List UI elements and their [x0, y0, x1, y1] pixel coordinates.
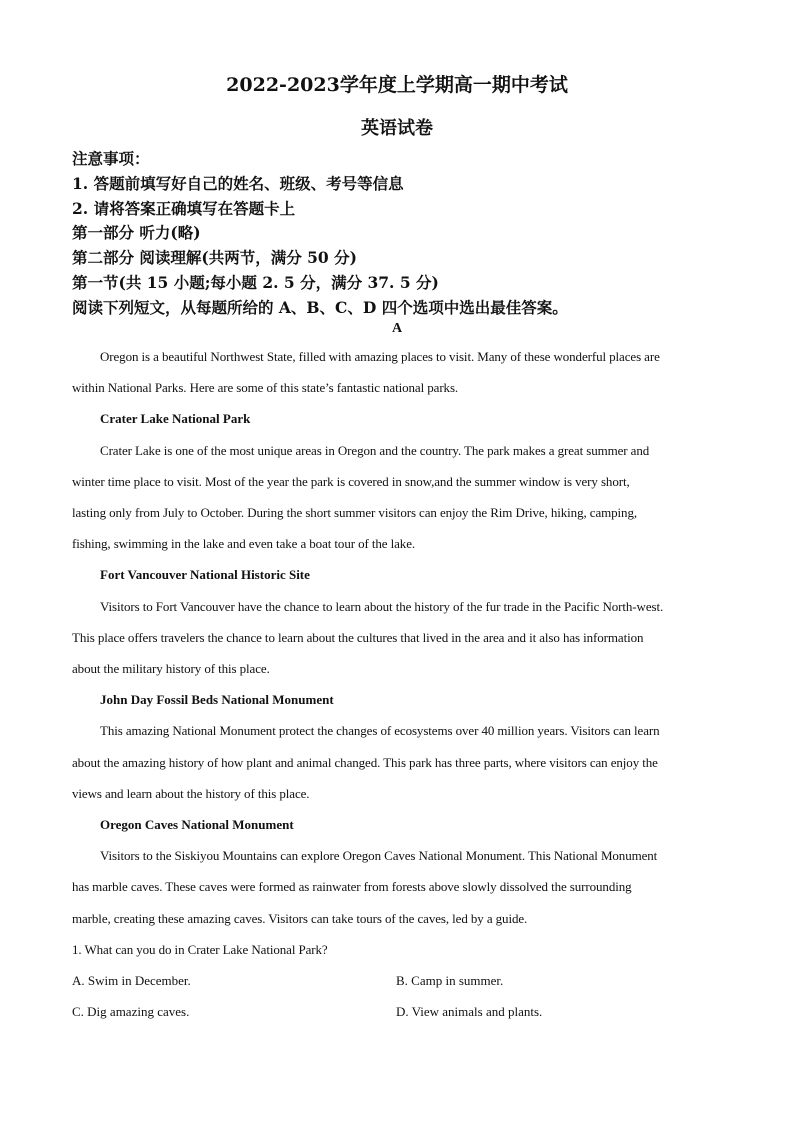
paragraph-line: lasting only from July to October. During the short summer visitors can enjoy the Rim Drive, hiking, camping,: [72, 505, 637, 520]
section-heading-john-day: John Day Fossil Beds National Monument: [100, 692, 334, 707]
paragraph-line: This place offers travelers the chance to learn about the cultures that lived in the area and it also has information: [72, 630, 644, 645]
section-heading-fort-vancouver: Fort Vancouver National Historic Site: [100, 567, 310, 582]
option-d: D. View animals and plants.: [396, 1004, 543, 1019]
passage-intro-line: Oregon is a beautiful Northwest State, filled with amazing places to visit. Many of these wonderful places are: [100, 349, 660, 364]
paragraph-line: about the amazing history of how plant and animal changed. This park has three parts, where visitors can enjoy the: [72, 755, 658, 770]
notice-item-2: 2. 请将答案正确填写在答题卡上: [72, 199, 296, 218]
exam-subtitle: 英语试卷: [361, 118, 433, 139]
paragraph-line: Visitors to Fort Vancouver have the chance to learn about the history of the fur trade in the Pacific North-west.: [100, 599, 664, 614]
passage-letter: A: [391, 321, 403, 336]
paragraph-line: winter time place to visit. Most of the year the park is covered in snow,and the summer window is very short,: [72, 474, 630, 489]
section-one-heading: 第一节(共 15 小题;每小题 2. 5 分，满分 37. 5 分): [72, 273, 439, 292]
notice-item-1: 1. 答题前填写好自己的姓名、班级、考号等信息: [72, 174, 404, 193]
paragraph-line: Crater Lake is one of the most unique areas in Oregon and the country. The park makes a great summer and: [100, 443, 650, 458]
paragraph-line: fishing, swimming in the lake and even take a boat tour of the lake.: [72, 536, 416, 551]
paragraph-line: views and learn about the history of this place.: [72, 786, 310, 801]
question-stem: 1. What can you do in Crater Lake National Park?: [72, 942, 328, 957]
paragraph-line: Visitors to the Siskiyou Mountains can explore Oregon Caves National Monument. This National Monument: [100, 848, 658, 863]
reading-instructions: 阅读下列短文，从每题所给的 A、B、C、D 四个选项中选出最佳答案。: [72, 298, 568, 317]
paragraph-line: about the military history of this place.: [72, 661, 270, 676]
section-heading-crater-lake: Crater Lake National Park: [100, 411, 251, 426]
option-b: B. Camp in summer.: [396, 973, 504, 988]
part-two-heading: 第二部分 阅读理解(共两节，满分 50 分): [72, 248, 357, 267]
passage-intro-line: within National Parks. Here are some of this state’s fantastic national parks.: [72, 380, 459, 395]
exam-title: 2022-2023学年度上学期高一期中考试: [226, 74, 568, 96]
part-one-heading: 第一部分 听力(略): [72, 223, 201, 242]
paragraph-line: This amazing National Monument protect the changes of ecosystems over 40 million years. Visitors can learn: [100, 723, 660, 738]
paragraph-line: has marble caves. These caves were formed as rainwater from forests above slowly dissolved the surrounding: [72, 879, 632, 894]
notice-heading: 注意事项：: [72, 149, 150, 168]
section-heading-oregon-caves: Oregon Caves National Monument: [100, 817, 294, 832]
option-c: C. Dig amazing caves.: [72, 1004, 190, 1019]
paragraph-line: marble, creating these amazing caves. Visitors can take tours of the caves, led by a guide.: [72, 911, 528, 926]
option-a: A. Swim in December.: [72, 973, 191, 988]
